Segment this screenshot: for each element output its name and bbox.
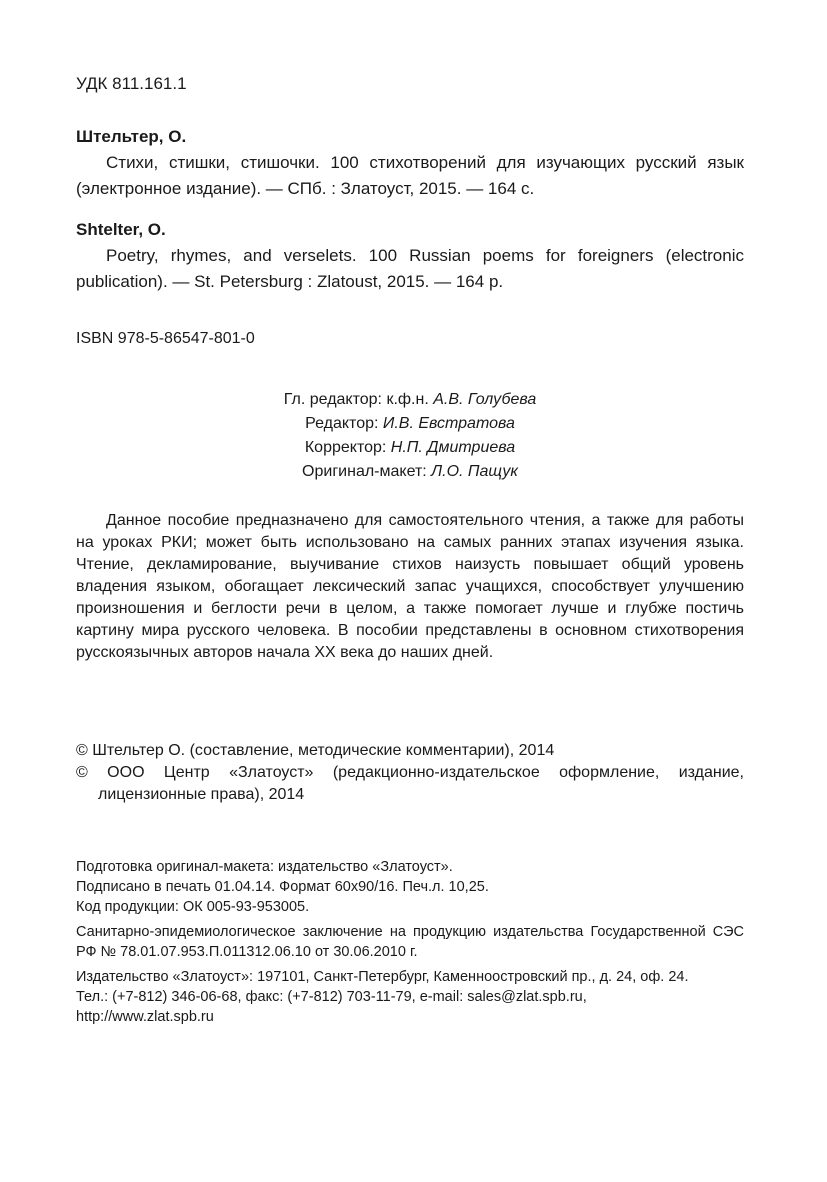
publisher-info [76, 967, 744, 1027]
isbn: ISBN 978-5-86547-801-0 [76, 330, 255, 347]
print-info-line: Код продукции: ОК 005-93-953005. [76, 899, 310, 915]
description-en: Poetry, rhymes, and verselets. 100 Russian poems for foreigners (electronic publication). — St. Petersburg : Zlatoust, 2015. — 164 p. [76, 246, 744, 291]
author-ru: Штельтер, О. [76, 127, 187, 146]
credit-proofreader: Корректор: Н.П. Дмитриева [304, 439, 516, 456]
description-ru: Стихи, стишки, стишочки. 100 стихотворений для изучающих русский язык (электронное издание). — СПб. : Златоуст, 2015. — 164 с. [76, 153, 744, 198]
credit-chief-editor: Гл. редактор: к.ф.н. А.В. Голубева [283, 391, 537, 408]
publisher-website: http://www.zlat.spb.ru [76, 1009, 214, 1025]
print-info-line: Подготовка оригинал-макета: издательство «Златоуст». [76, 859, 453, 875]
udk-code: УДК 811.161.1 [76, 74, 187, 93]
credit-editor: Редактор: И.В. Евстратова [305, 415, 515, 432]
copyright-author: © Штельтер О. (составление, методические комментарии), 2014 [76, 742, 555, 759]
abstract: Данное пособие предназначено для самостоятельного чтения, а также для работы на уроках РКИ; может быть использовано на самых ранних этапах изучения языка. Чтение, декламирование, выучивание стихов наизусть повышает общий уровень владения языком, обогащает лексический запас учащихся, способствует улучшению произношения и беглости речи в целом, а также помогает лучше и глубже постичь картину мира русского человека. В пособии представлены в основном стихотворения русскоязычных авторов начала XX века до наших дней. [76, 512, 744, 661]
publisher-address: Издательство «Златоуст»: 197101, Санкт-Петербург, Каменноостровский пр., д. 24, оф. 24. [76, 969, 689, 985]
credits [76, 388, 744, 484]
print-info-line: Подписано в печать 01.04.14. Формат 60х90/16. Печ.л. 10,25. [76, 879, 489, 895]
credit-layout: Оригинал-макет: Л.О. Пащук [302, 463, 518, 480]
author-en: Shtelter, O. [76, 220, 166, 239]
publisher-contacts: Тел.: (+7-812) 346-06-68, факс: (+7-812) 703-11-79, e-mail: sales@zlat.spb.ru, [76, 989, 587, 1005]
print-info [76, 857, 744, 917]
copyrights [76, 740, 744, 806]
copyright-publisher: © ООО Центр «Златоуст» (редакционно-издательское оформление, издание, лицензионные права), 2014 [76, 764, 744, 803]
sanitary-conclusion: Санитарно-эпидемиологическое заключение на продукцию издательства Государственной СЭС РФ № 78.01.07.953.П.011312.06.10 от 30.06.2010 г. [76, 924, 744, 960]
